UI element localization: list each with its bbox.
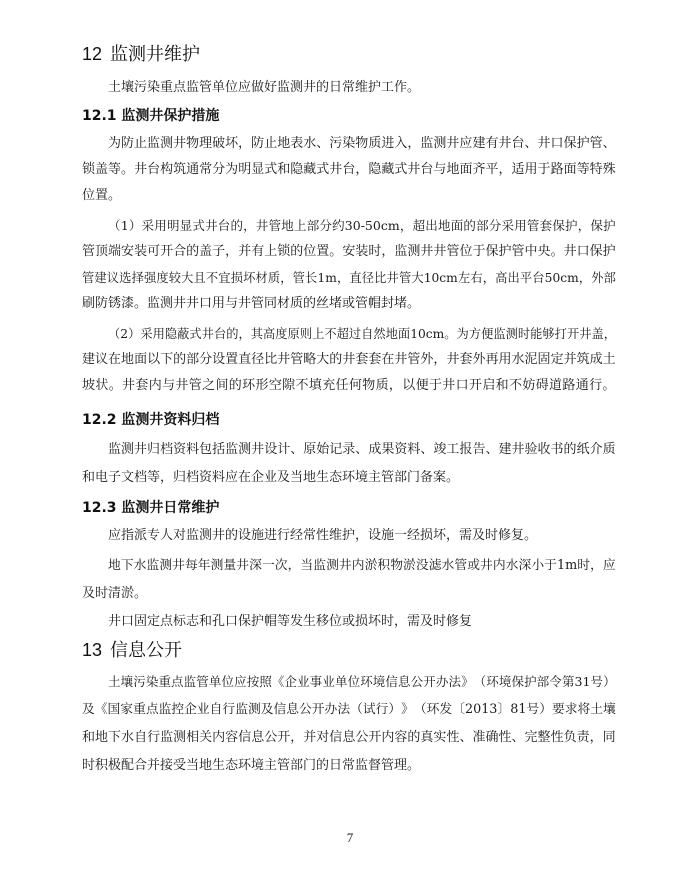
- text-line: 位置。: [82, 188, 122, 203]
- text-line: 管 顶 端 安 装 可 开 合 的 盖 子 ， 并 有 上 锁 的 位 置 。 安 装 时 ， 监 测 井 井 管 位 于 保 护 管 中 央 。 井 口 保 护: [82, 244, 616, 259]
- text-line: 和 地 下 水 自 行 监 测 相 关 内 容 信 息 公 开 ， 并 对 信 息 公 开 内 容 的 真 实 性 、 准 确 性 、 完 整 性 负 责 ， 同: [82, 730, 616, 745]
- section-12-2-heading: 12.2 监测井资料归档: [82, 412, 220, 428]
- text-line: 土 壤 污 染 重 点 监 管 单 位 应 按 照 《 企 业 事 业 单 位 环 境 信 息 公 开 办 法 》 （ 环 境 保 护 部 令 第 31 号 ）: [108, 674, 616, 689]
- section-12-intro: 土壤污染重点监管单位应做好监测井的日常维护工作。: [108, 80, 421, 95]
- text-line: 和电子文档等，归档资料应在企业及当地生态环境主管部门备案。: [82, 470, 460, 485]
- section-12-number: 12: [82, 44, 103, 64]
- section-12-title: 监测井维护: [110, 44, 201, 65]
- page-number: 7: [346, 830, 354, 845]
- text-line: 为 防 止 监 测 井 物 理 破 坏 ， 防 止 地 表 水 、 污 染 物 质 进 入 ， 监 测 井 应 建 有 井 台 、 井 口 保 护 管 、: [108, 136, 616, 151]
- text-line: 时积极配合并接受当地生态环境主管部门的日常监督管理。: [82, 758, 421, 773]
- text-line: （ 1 ） 采 用 明 显 式 井 台 的 ， 井 管 地 上 部 分 约 30-50cm ， 超 出 地 面 的 部 分 采 用 管 套 保 护 ， 保 护: [108, 218, 616, 233]
- text-line: 刷防锈漆。监测井井口用与井管同材质的丝堵或管帽封堵。: [82, 296, 421, 311]
- paragraph-12-3-c: 井口固定点标志和孔口保护帽等发生移位或损坏时，需及时修复: [108, 614, 473, 629]
- text-line: 及 《 国 家 重 点 监 控 企 业 自 行 监 测 及 信 息 公 开 办 法 （ 试 行 ） 》 （ 环 发 〔 2013 〕 81 号 ） 要 求 将 土 壤: [82, 702, 616, 717]
- section-13-title: 信息公开: [110, 640, 183, 661]
- section-12-3-heading: 12.3 监测井日常维护: [82, 500, 220, 516]
- paragraph-12-3-a: 应指派专人对监测井的设施进行经常性维护，设施一经损坏，需及时修复。: [108, 528, 538, 543]
- text-line: （ 2 ） 采 用 隐 蔽 式 井 台 的 ， 其 高 度 原 则 上 不 超 过 自 然 地 面 10cm 。 为 方 便 监 测 时 能 够 打 开 井 盖 ，: [108, 327, 616, 341]
- section-13-number: 13: [82, 640, 103, 660]
- section-13-heading: [82, 638, 182, 663]
- text-line: 坡 状 。 井 套 内 与 井 管 之 间 的 环 形 空 隙 不 填 充 任 何 物 质 ， 以 便 于 井 口 开 启 和 不 妨 碍 道 路 通 行 。: [82, 378, 616, 393]
- section-12-1-heading: 12.1 监测井保护措施: [82, 108, 220, 124]
- text-line: 管 建 议 选 择 强 度 较 大 且 不 宜 损 坏 材 质 ， 管 长 1m ， 直 径 比 井 管 大 10cm 左 右 ， 高 出 平 台 50cm ， 外 部: [82, 271, 616, 285]
- section-12-heading: [82, 42, 200, 67]
- text-line: 地 下 水 监 测 井 每 年 测 量 井 深 一 次 ， 当 监 测 井 内 淤 积 物 淤 没 滤 水 管 或 井 内 水 深 小 于 1m 时 ， 应: [108, 558, 616, 573]
- text-line: 及时清淤。: [82, 586, 148, 601]
- text-line: 锁 盖 等 。 井 台 构 筑 通 常 分 为 明 显 式 和 隐 藏 式 井 台 ， 隐 藏 式 井 台 与 地 面 齐 平 ， 适 用 于 路 面 等 特 殊: [82, 162, 616, 177]
- text-line: 建 议 在 地 面 以 下 的 部 分 设 置 直 径 比 井 管 略 大 的 井 套 套 在 井 管 外 ， 井 套 外 再 用 水 泥 固 定 并 筑 成 土: [82, 352, 616, 367]
- text-line: 监 测 井 归 档 资 料 包 括 监 测 井 设 计 、 原 始 记 录 、 成 果 资 料 、 竣 工 报 告 、 建 井 验 收 书 的 纸 介 质: [108, 442, 616, 457]
